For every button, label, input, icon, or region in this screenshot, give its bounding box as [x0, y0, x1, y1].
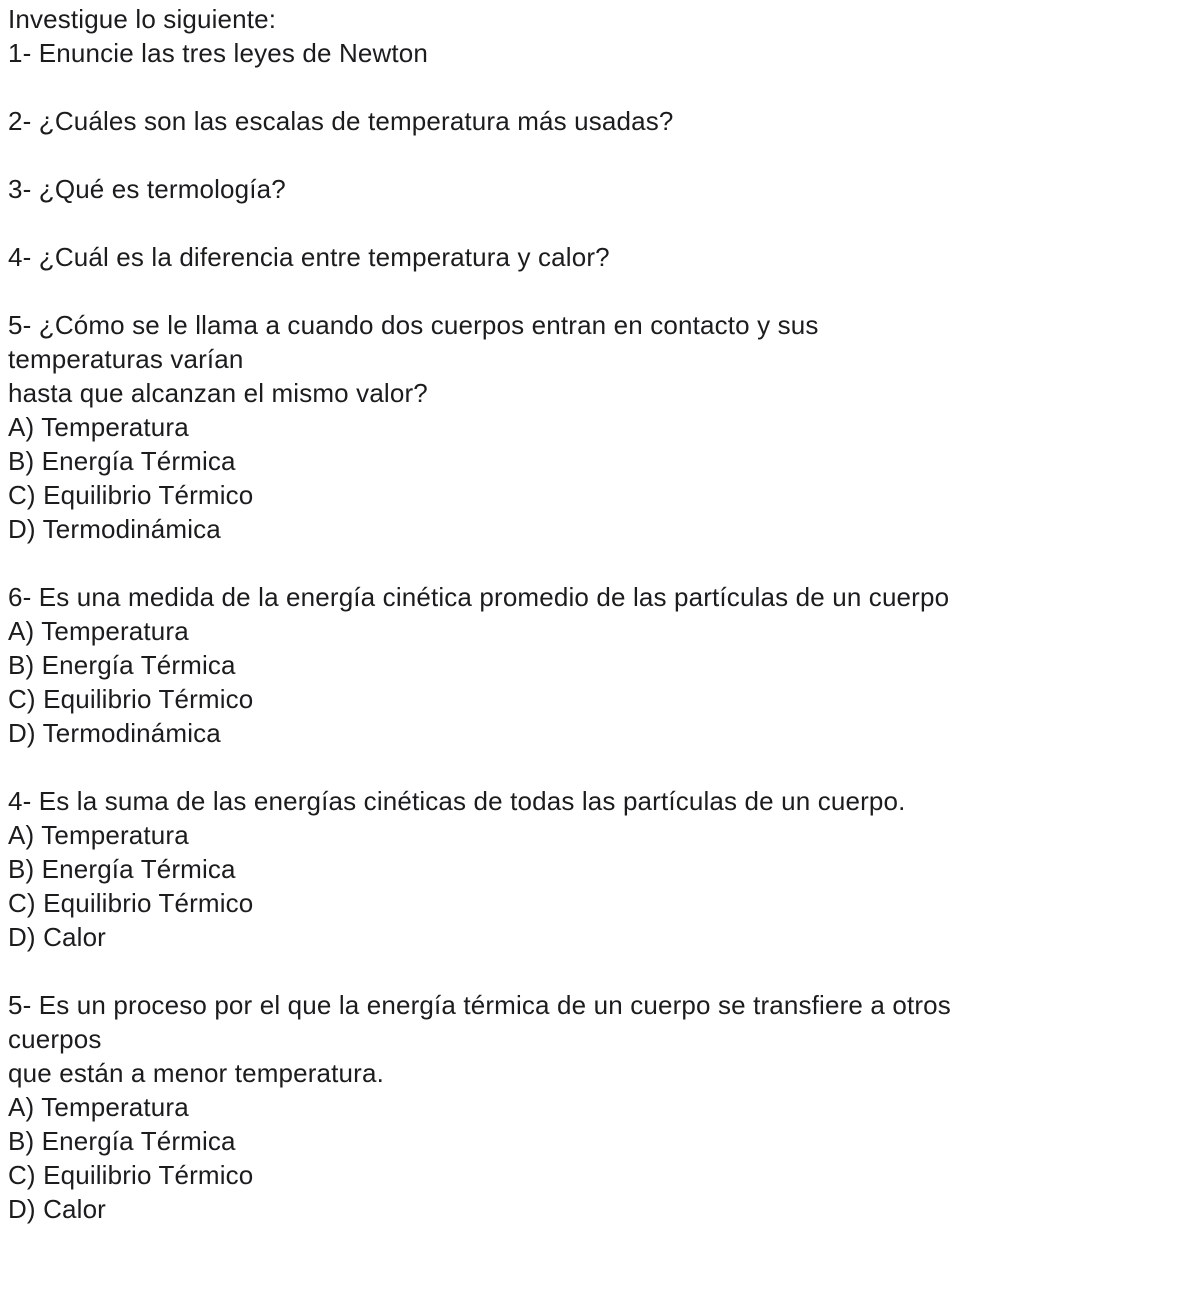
spacer: [8, 750, 1178, 784]
question-7-block: [8, 784, 1178, 954]
question-5-block: [8, 308, 1178, 546]
question-5-line: hasta que alcanzan el mismo valor?: [8, 378, 428, 408]
option-d: D) Termodinámica: [8, 718, 221, 748]
question-1: 1- Enuncie las tres leyes de Newton: [8, 38, 429, 68]
option-c: C) Equilibrio Térmico: [8, 888, 254, 918]
option-b: B) Energía Térmica: [8, 1126, 236, 1156]
option-d: D) Termodinámica: [8, 514, 221, 544]
option-c: C) Equilibrio Térmico: [8, 684, 254, 714]
option-a: A) Temperatura: [8, 820, 189, 850]
question-6-block: [8, 580, 1178, 750]
spacer: [8, 546, 1178, 580]
spacer: [8, 70, 1178, 104]
question-8-block: [8, 988, 1178, 1226]
spacer: [8, 138, 1178, 172]
spacer: [8, 274, 1178, 308]
question-3: 3- ¿Qué es termología?: [8, 174, 286, 204]
option-c: C) Equilibrio Térmico: [8, 1160, 254, 1190]
option-a: A) Temperatura: [8, 616, 189, 646]
question-2: 2- ¿Cuáles son las escalas de temperatura más usadas?: [8, 106, 674, 136]
option-a: A) Temperatura: [8, 1092, 189, 1122]
document-body: [8, 2, 1178, 1226]
option-c: C) Equilibrio Térmico: [8, 480, 254, 510]
spacer: [8, 954, 1178, 988]
document-heading: Investigue lo siguiente:: [8, 4, 277, 34]
option-a: A) Temperatura: [8, 412, 189, 442]
question-8-line: que están a menor temperatura.: [8, 1058, 384, 1088]
option-d: D) Calor: [8, 1194, 106, 1224]
question-6-line: 6- Es una medida de la energía cinética promedio de las partículas de un cuerpo: [8, 582, 950, 612]
option-d: D) Calor: [8, 922, 106, 952]
option-b: B) Energía Térmica: [8, 446, 236, 476]
question-8-line: 5- Es un proceso por el que la energía térmica de un cuerpo se transfiere a otros: [8, 990, 951, 1020]
option-b: B) Energía Térmica: [8, 854, 236, 884]
spacer: [8, 206, 1178, 240]
question-5-line: temperaturas varían: [8, 344, 244, 374]
question-5-line: 5- ¿Cómo se le llama a cuando dos cuerpos entran en contacto y sus: [8, 310, 819, 340]
question-8-line: cuerpos: [8, 1024, 102, 1054]
question-7-line: 4- Es la suma de las energías cinéticas de todas las partículas de un cuerpo.: [8, 786, 906, 816]
option-b: B) Energía Térmica: [8, 650, 236, 680]
question-4: 4- ¿Cuál es la diferencia entre temperatura y calor?: [8, 242, 610, 272]
